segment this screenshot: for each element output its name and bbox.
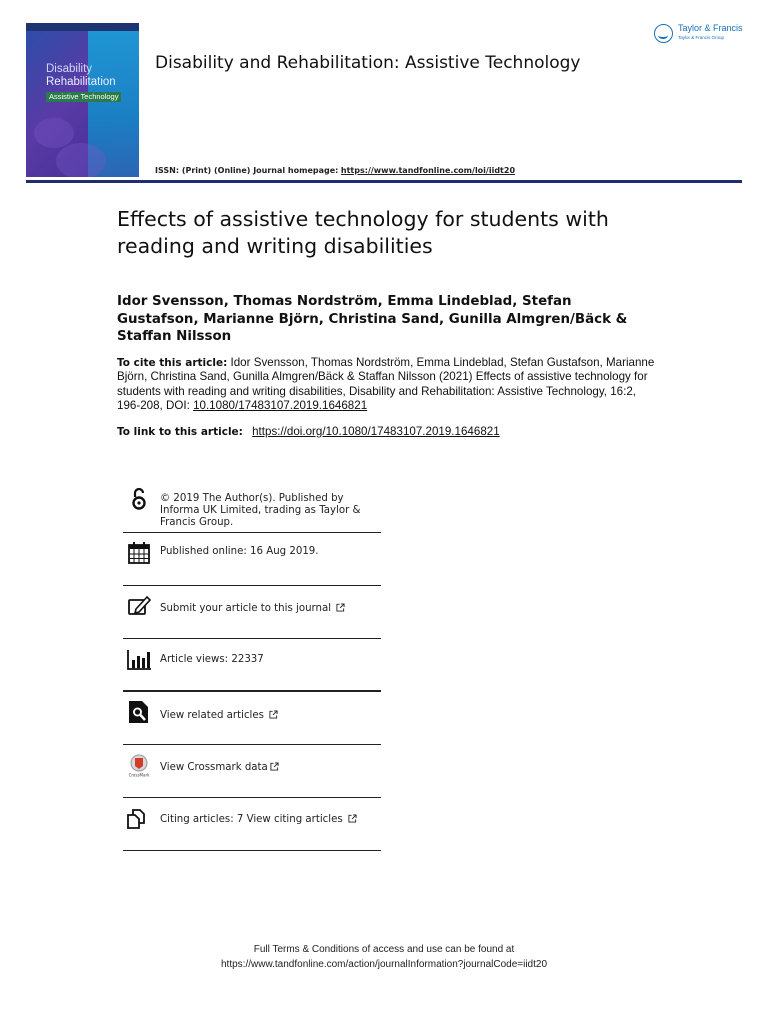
crossmark-link[interactable]	[160, 762, 279, 774]
bar-chart-icon	[127, 647, 151, 671]
publisher-name: Taylor & Francis	[678, 23, 743, 33]
related-articles-link[interactable]	[160, 710, 278, 722]
article-views-item	[123, 639, 381, 692]
citing-articles-link[interactable]	[160, 814, 357, 826]
calendar-icon	[127, 541, 151, 565]
cover-title-line2: Rehabilitation	[46, 76, 116, 88]
crossmark-label: View Crossmark data	[160, 762, 268, 773]
citing-icon	[127, 806, 151, 830]
open-access-item	[123, 484, 381, 533]
external-link-icon	[270, 762, 279, 771]
citing-articles-item[interactable]	[123, 798, 381, 851]
related-articles-label: View related articles	[160, 710, 264, 721]
article-info-list	[123, 484, 381, 851]
taylor-francis-logo-icon	[654, 24, 673, 43]
journal-homepage-link[interactable]: https://www.tandfonline.com/loi/iidt20	[340, 166, 516, 175]
citation-block	[117, 356, 657, 413]
footer-terms-url[interactable]: https://www.tandfonline.com/action/journalInformation?journalCode=iidt20	[220, 959, 548, 970]
external-link-icon	[336, 603, 345, 612]
submit-article-link[interactable]	[160, 603, 345, 615]
cite-label: To cite this article:	[117, 357, 228, 369]
article-title: Effects of assistive technology for students with reading and writing disabilities	[117, 207, 609, 258]
submit-article-item[interactable]	[123, 586, 381, 639]
article-authors: Idor Svensson, Thomas Nordström, Emma Lindeblad, Stefan Gustafson, Marianne Björn, Christina Sand, Gunilla Almgren/Bäck & Staffan Nilsson	[117, 294, 628, 344]
published-date: Published online: 16 Aug 2019.	[160, 546, 319, 557]
cite-text: Idor Svensson, Thomas Nordström, Emma Lindeblad, Stefan Gustafson, Marianne Björn, Christina Sand, Gunilla Almgren/Bäck & Staffan Nilsson (2021) Effects of assistive technology for students with reading and writing disabilities, Disability and Rehabilitation: Assistive Technology, 16:2, 196-208, DOI:	[117, 356, 655, 412]
edit-icon	[127, 594, 151, 618]
journal-cover	[26, 23, 139, 177]
taylor-francis-logo[interactable]	[654, 23, 749, 47]
issn-label: ISSN: (Print) (Online) Journal homepage:	[155, 166, 339, 175]
citing-articles-label: Citing articles: 7 View citing articles	[160, 814, 343, 825]
doi-link[interactable]: 10.1080/17483107.2019.1646821	[193, 398, 368, 412]
link-label: To link to this article:	[117, 426, 243, 438]
article-doi-url[interactable]: https://doi.org/10.1080/17483107.2019.1646821	[252, 425, 500, 438]
journal-title[interactable]: Disability and Rehabilitation: Assistive Technology	[155, 53, 581, 73]
issn-line	[155, 166, 515, 175]
crossmark-item[interactable]	[123, 745, 381, 798]
submit-article-label: Submit your article to this journal	[160, 603, 332, 614]
cover-title-line1: Disability	[46, 63, 93, 75]
publisher-group: Taylor & Francis Group	[678, 35, 725, 40]
external-link-icon	[348, 814, 357, 823]
article-views: Article views: 22337	[160, 654, 264, 665]
related-articles-item[interactable]	[123, 692, 381, 745]
crossmark-icon	[127, 753, 151, 777]
article-link-line	[117, 425, 657, 438]
published-item	[123, 533, 381, 586]
header-divider	[26, 180, 742, 183]
cover-title-line3: Assistive Technology	[46, 92, 121, 102]
crossmark-icon-label: CrossMark	[128, 772, 150, 777]
footer-terms-line: Full Terms & Conditions of access and use can be found at	[253, 944, 515, 955]
external-link-icon	[269, 710, 278, 719]
open-access-icon	[127, 487, 151, 511]
footer	[0, 942, 768, 972]
search-document-icon	[127, 700, 151, 724]
copyright-text: © 2019 The Author(s). Published by Informa UK Limited, trading as Taylor & Francis Group.	[160, 493, 361, 528]
